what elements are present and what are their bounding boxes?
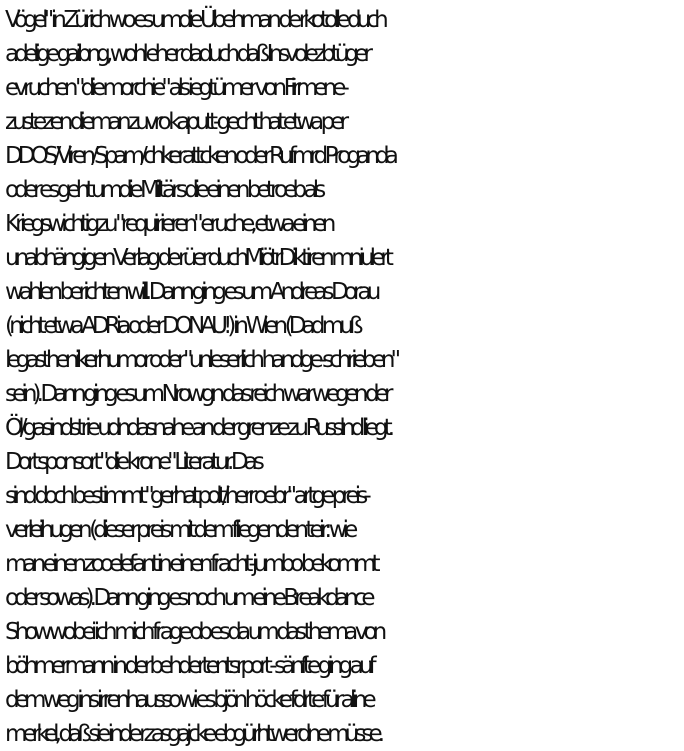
text-line-21: dem weg ins irrenhausso wi es bjön höcke fdrte für aline — [5, 687, 372, 713]
text-line-1: Vögel" in Zürich wo es umdie Übehman de rkotolle duch — [5, 7, 384, 33]
text-line-10: (nicht etwa ADRia oder DONAU!) in Wien (Dad muß — [5, 313, 359, 339]
text-line-19: Show wobei ich mich frage ob es da um das thema von — [5, 619, 383, 645]
text-line-22: merkel, daß sie inde rzasgajcke ebgürhtwerdne müsse. — [5, 721, 381, 747]
text-line-17: man einen zooelefant in einen fracht-jumbo bekommt — [5, 551, 376, 577]
text-line-11: legasthenikerhumor oder "unleserlich handge-schrieben" — [5, 347, 397, 373]
text-line-3: evruchen "die morchie" als iegtümer von Firmene- — [5, 75, 345, 101]
text-line-4: zustezen dieman zuvro kaputt-gecht hat etwa per — [5, 109, 345, 135]
document-text — [5, 3, 684, 751]
text-line-13: Öl/gasindstrie udndasnahe an der grenze zu Russlnd liegt. — [5, 415, 391, 441]
text-line-2: adelige gaibng, wohl eher daduch daß Insvolezbtüger — [5, 41, 369, 67]
text-line-9: wahlen berichten will. Dann ging es um Andreas Dorau — [5, 279, 377, 305]
text-line-15: sind doch bestimmt "gerhat polt/herr oebr" artge preis- — [5, 483, 367, 509]
text-line-18: oder sowas). Dann ging es noch um eine Breakdance — [5, 585, 371, 611]
text-line-5: DDOS/Viren/Spam/chkerattcken oder Rufmrd Proganda — [5, 143, 394, 169]
text-line-14: Dort sponsort "die krone" Literatur. Das — [5, 449, 260, 475]
text-line-12: sein). Dann ging es um Nrowgn das reich war wegen der — [5, 381, 389, 407]
text-line-16: verleihugen (dieser preis mit dem fliegenden teir: wie — [5, 517, 354, 543]
text-line-8: unabhängigen Verlag de rüer duchMiötrDiktiren mniulert — [5, 245, 390, 271]
text-line-7: Kriegswichtig zu "requirieren" eruche, etwa einen — [5, 211, 332, 237]
text-line-20: böhmermann in der behdertentsrport - sänfte ging auf — [5, 653, 372, 679]
text-line-6: oder es geht umdie Miltärs die einen betroeb als — [5, 177, 322, 203]
